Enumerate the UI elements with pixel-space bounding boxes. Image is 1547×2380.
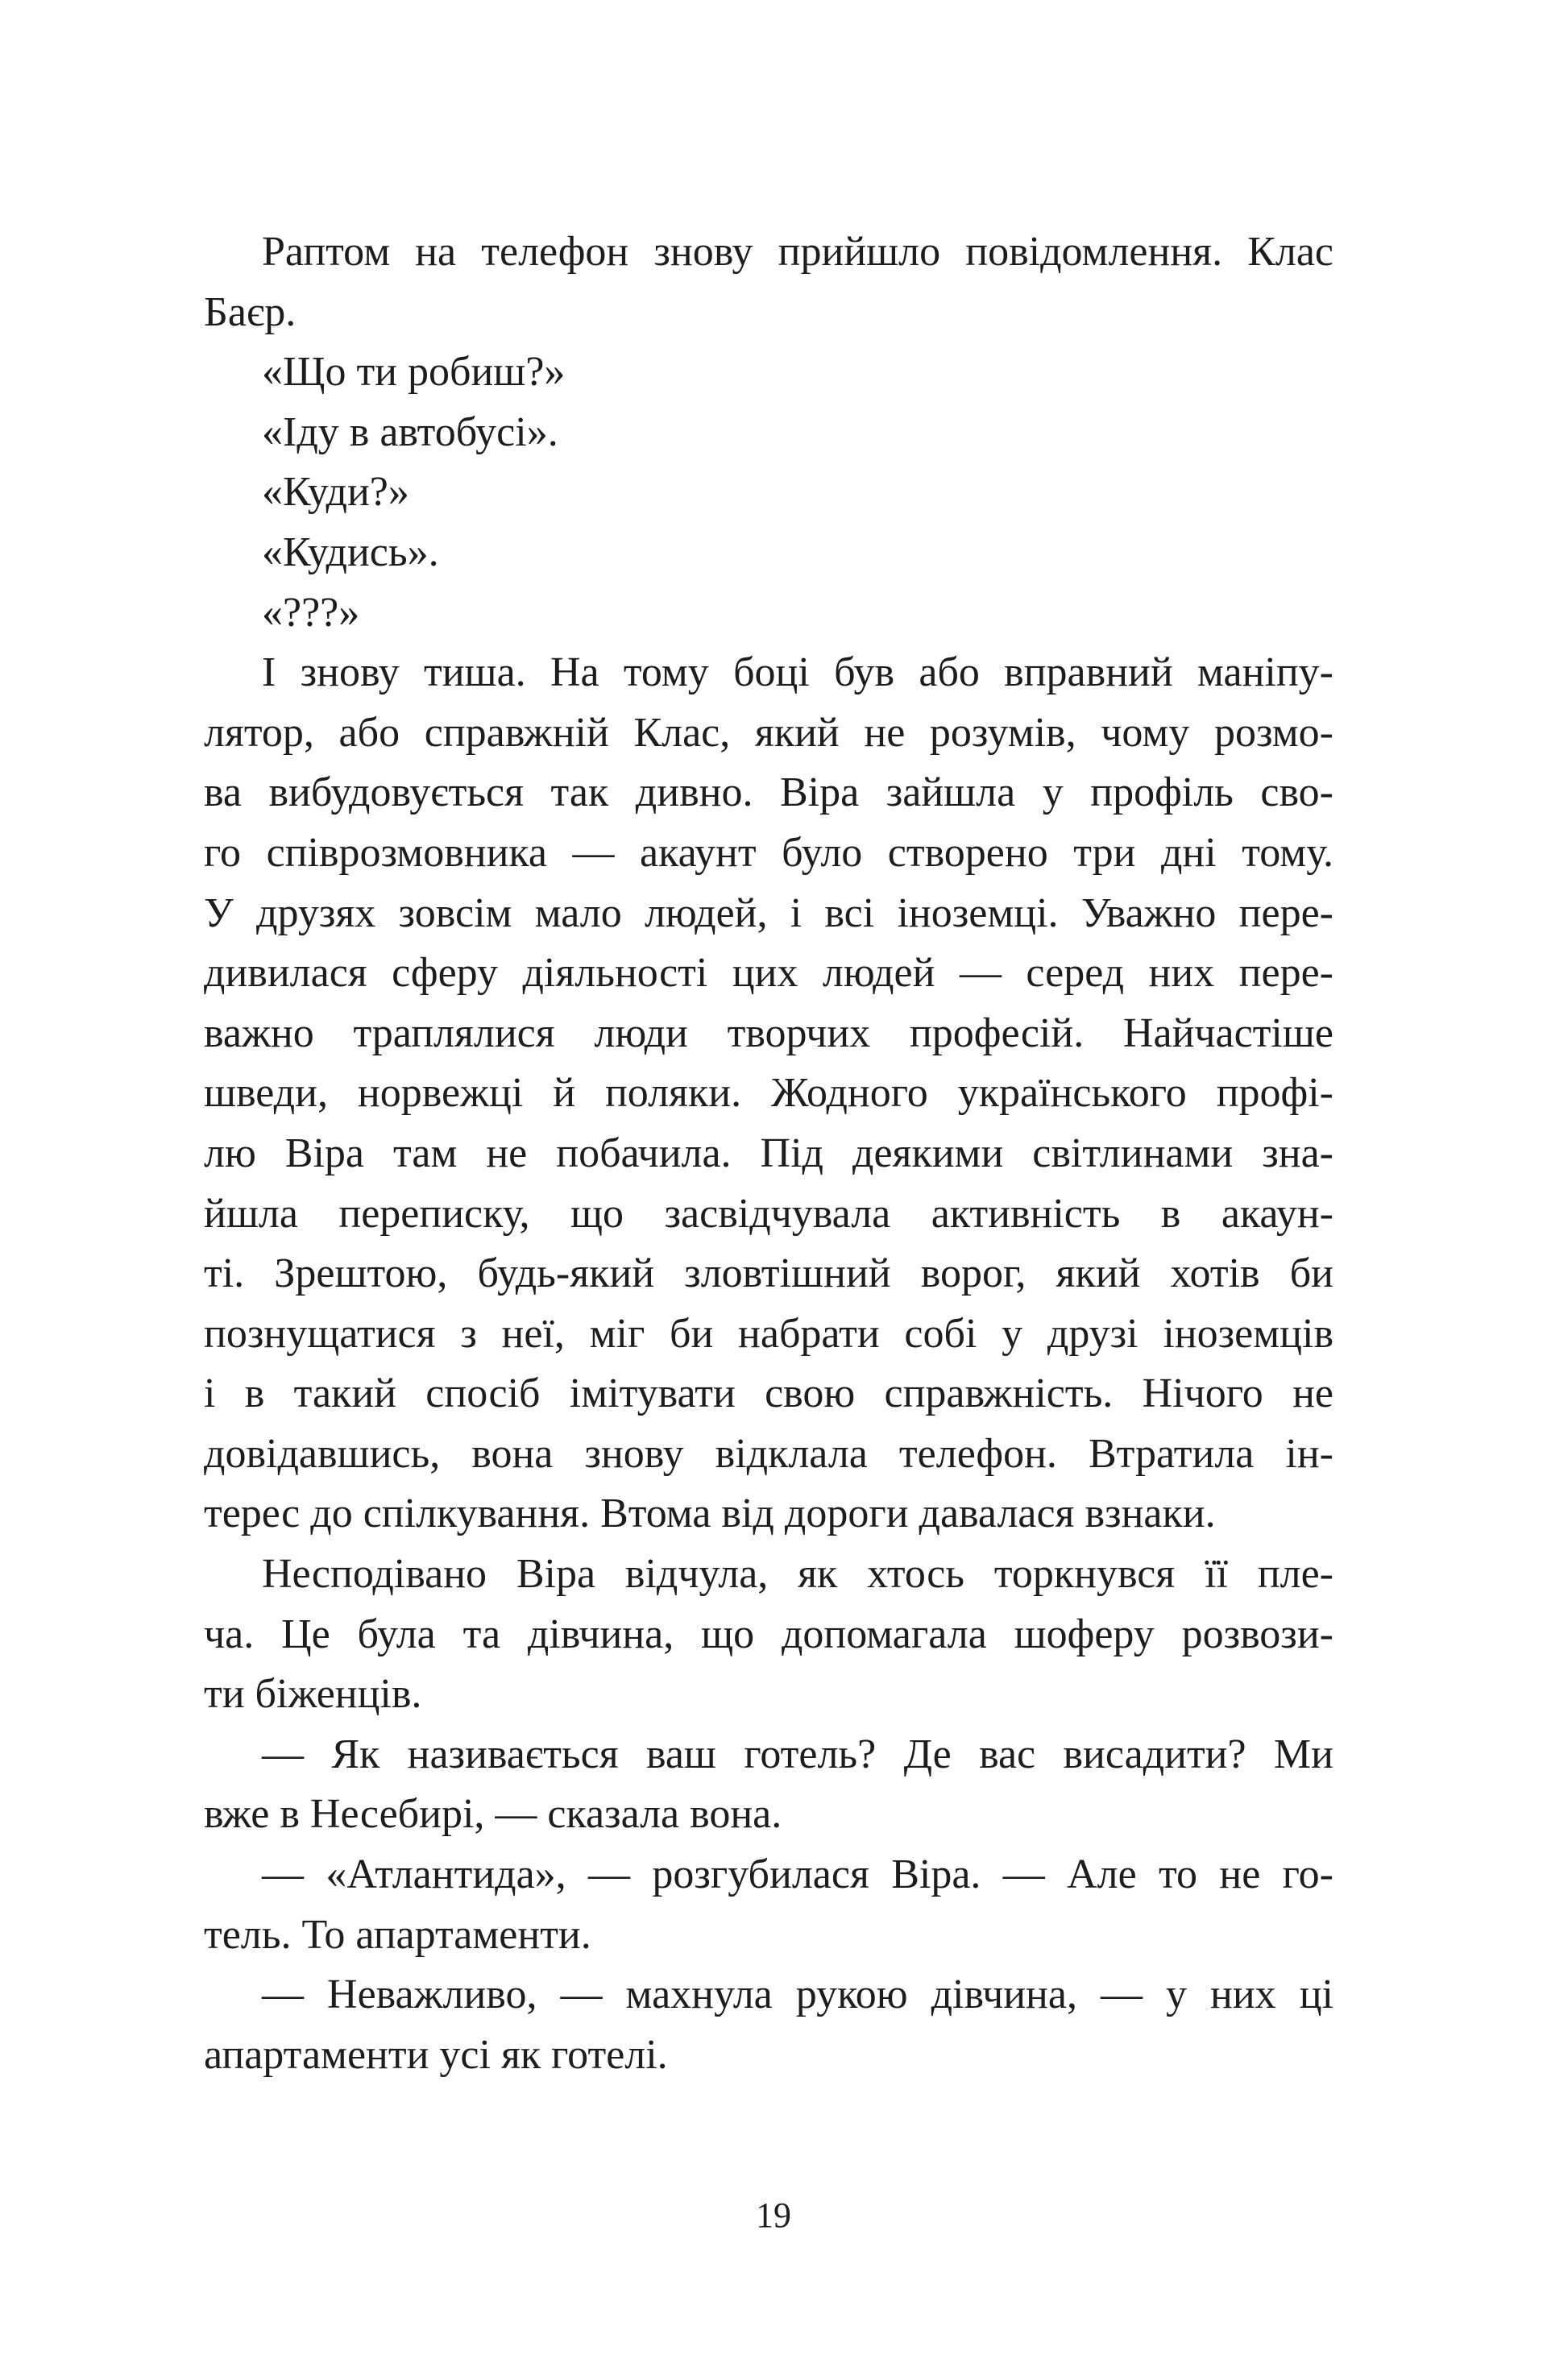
text-line: Баєр.: [204, 288, 297, 335]
text-line: лю Віра там не побачила. Під деякими світлинами зна-: [204, 1130, 1333, 1176]
text-line: ти біженців.: [204, 1671, 422, 1718]
body-text: [204, 222, 1333, 2085]
text-line: ча. Це була та дівчина, що допомагала шоферу розвози-: [204, 1611, 1333, 1657]
text-line: — Неважливо, — махнула рукою дівчина, — у них ці: [262, 1972, 1333, 2018]
text-line: шведи, норвежці й поляки. Жодного українського профі-: [204, 1070, 1333, 1117]
text-line: «Що ти робиш?»: [262, 349, 566, 396]
paragraph: [204, 523, 1333, 583]
text-line: йшла переписку, що засвідчувала активність в акаун-: [204, 1190, 1333, 1237]
text-line: лятор, або справжній Клас, який не розумів, чому розмо-: [204, 709, 1333, 756]
text-line: У друзях зовсім мало людей, і всі іноземці. Уважно пере-: [204, 889, 1333, 936]
text-line: апартаменти усі як готелі.: [204, 2031, 668, 2078]
text-line: познущатися з неї, міг би набрати собі у друзі іноземців: [204, 1310, 1333, 1357]
paragraph: [204, 222, 1333, 342]
text-line: І знову тиша. На тому боці був або вправний маніпу-: [262, 649, 1333, 696]
text-line: — «Атлантида», — розгубилася Віра. — Але то не го-: [262, 1851, 1333, 1898]
text-line: ті. Зрештою, будь-який зловтішний ворог, який хотів би: [204, 1250, 1333, 1297]
text-line: ва вибудовується так дивно. Віра зайшла у профіль сво-: [204, 769, 1333, 816]
paragraph: [204, 643, 1333, 1545]
text-line: довідавшись, вона знову відклала телефон. Втратила ін-: [204, 1430, 1333, 1477]
paragraph: [204, 1845, 1333, 1965]
text-line: «Кудись».: [262, 529, 439, 575]
paragraph: [204, 403, 1333, 463]
text-line: Несподівано Віра відчула, як хтось торкнувся її пле-: [262, 1551, 1333, 1598]
paragraph: [204, 1725, 1333, 1845]
paragraph: [204, 342, 1333, 403]
text-line: терес до спілкування. Втома від дороги давалася взнаки.: [204, 1491, 1216, 1537]
text-line: важно траплялися люди творчих професій. Найчастіше: [204, 1010, 1333, 1056]
page-number: 19: [756, 2195, 791, 2235]
text-line: вже в Несебирі, — сказала вона.: [204, 1791, 782, 1838]
paragraph: [204, 1965, 1333, 2085]
text-line: тель. То апартаменти.: [204, 1911, 591, 1958]
text-line: і в такий спосіб імітувати свою справжність. Нічого не: [204, 1370, 1333, 1417]
paragraph: [204, 583, 1333, 644]
text-line: — Як називається ваш готель? Де вас висадити? Ми: [262, 1731, 1333, 1777]
text-line: дивилася сферу діяльності цих людей — серед них пере-: [204, 950, 1333, 997]
text-line: Раптом на телефон знову прийшло повідомлення. Клас: [262, 229, 1333, 275]
text-line: «???»: [262, 589, 360, 636]
text-line: «Куди?»: [262, 469, 409, 516]
paragraph: [204, 462, 1333, 523]
text-line: го співрозмовника — акаунт було створено три дні тому.: [204, 829, 1333, 876]
paragraph: [204, 1545, 1333, 1725]
text-line: «Іду в автобусі».: [262, 408, 558, 455]
